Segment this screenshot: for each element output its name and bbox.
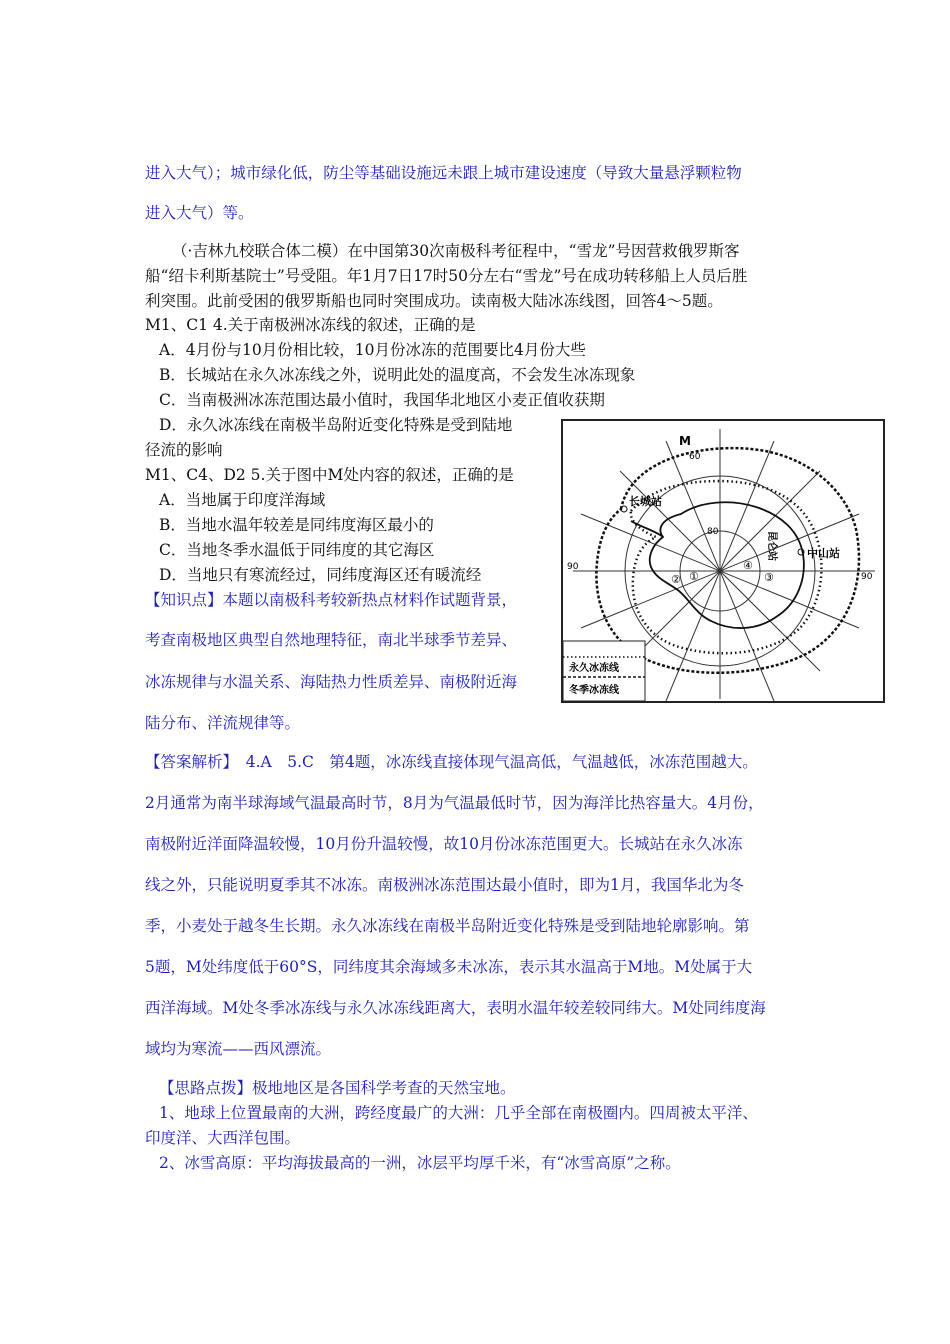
mark-3: ③ bbox=[764, 571, 774, 584]
mark-2: ② bbox=[671, 573, 681, 586]
question-intro: 利突围。此前受困的俄罗斯船也同时突围成功。读南极大陆冰冻线图，回答4～5题。 bbox=[145, 292, 723, 310]
answer-analysis: 西洋海域。M处冬季冰冻线与永久冰冻线距离大，表明水温年较差较同纬大。M处同纬度海 bbox=[145, 999, 766, 1017]
legend-winter: 冬季冰冻线 bbox=[569, 685, 619, 696]
antarctica-freeze-line-map bbox=[561, 419, 885, 703]
station-zhongshan: 中山站 bbox=[807, 547, 840, 560]
knowledge-point: 陆分布、洋流规律等。 bbox=[145, 714, 301, 732]
knowledge-point: 【知识点】本题以南极科考较新热点材料作试题背景， bbox=[145, 591, 518, 609]
answer-analysis: 季，小麦处于越冬生长期。永久冰冻线在南极半岛附近变化特殊是受到陆地轮廓影响。第 bbox=[145, 917, 750, 935]
option-5d: D．当地只有寒流经过，同纬度海区还有暖流经 bbox=[159, 566, 482, 584]
mark-4: ④ bbox=[743, 559, 753, 572]
knowledge-point: 考查南极地区典型自然地理特征，南北半球季节差异、 bbox=[145, 631, 518, 649]
latitude-label-80: 80 bbox=[707, 527, 719, 537]
answer-analysis: 【答案解析】 4.A 5.C 第4题，冰冻线直接体现气温高低，气温越低，冰冻范围越大。 bbox=[145, 753, 758, 771]
knowledge-point: 冰冻规律与水温关系、海陆热力性质差异、南极附近海 bbox=[145, 673, 518, 691]
mark-1: ① bbox=[689, 570, 699, 583]
answer-analysis: 5题，M处纬度低于60°S，同纬度其余海域多未冰冻，表示其水温高于M地。M处属于大 bbox=[145, 958, 753, 976]
option-4b: B．长城站在永久冰冻线之外，说明此处的温度高，不会发生冰冻现象 bbox=[159, 366, 636, 384]
answer-analysis: 南极附近洋面降温较慢，10月份升温较慢，故10月份冰冻范围更大。长城站在永久冰冻 bbox=[145, 835, 743, 853]
legend-permanent: 永久冰冻线 bbox=[569, 663, 619, 674]
station-dome: 昆仑站 bbox=[766, 531, 777, 561]
hint-line: 1、地球上位置最南的大洲，跨经度最广的大洲：几乎全部在南极圈内。四周被太平洋、 bbox=[159, 1104, 758, 1122]
option-4d: D．永久冰冻线在南极半岛附近变化特殊是受到陆地 bbox=[159, 416, 513, 434]
answer-analysis: 2月通常为南半球海域气温最高时节，8月为气温最低时节，因为海洋比热容量大。4月份， bbox=[145, 794, 764, 812]
question-intro: （·吉林九校联合体二模）在中国第30次南极科考征程中，“雪龙”号因营救俄罗斯客 bbox=[172, 242, 740, 260]
station-changcheng: 长城站 bbox=[629, 495, 662, 508]
hint-line: 2、冰雪高原：平均海拔最高的一洲，冰层平均厚千米，有“冰雪高原”之称。 bbox=[159, 1154, 681, 1172]
answer-analysis: 域均为寒流——西风漂流。 bbox=[145, 1040, 332, 1058]
option-4c: C．当南极洲冰冻范围达最小值时，我国华北地区小麦正值收获期 bbox=[159, 391, 605, 409]
option-5b: B．当地水温年较差是同纬度海区最小的 bbox=[159, 516, 434, 534]
hint-line: 印度洋、大西洋包围。 bbox=[145, 1129, 301, 1147]
question-5: M1、C4、D2 5.关于图中M处内容的叙述，正确的是 bbox=[145, 466, 514, 484]
longitude-label-right: 90 bbox=[861, 572, 873, 582]
label-m: M bbox=[679, 434, 691, 448]
option-5a: A．当地属于印度洋海域 bbox=[159, 491, 326, 509]
question-4: M1、C1 4.关于南极洲冰冻线的叙述，正确的是 bbox=[145, 316, 476, 334]
option-4a: A．4月份与10月份相比较，10月份冰冻的范围要比4月份大些 bbox=[159, 341, 586, 359]
text-line: 进入大气）等。 bbox=[145, 204, 254, 222]
hint-line: 【思路点拨】极地地区是各国科学考查的天然宝地。 bbox=[159, 1079, 516, 1097]
question-intro: 船“绍卡利斯基院士”号受阻。年1月7日17时50分左右“雪龙”号在成功转移船上人员后胜 bbox=[145, 267, 748, 285]
option-4d-cont: 径流的影响 bbox=[145, 441, 223, 459]
answer-analysis: 线之外，只能说明夏季其不冰冻。南极洲冰冻范围达最小值时，即为1月，我国华北为冬 bbox=[145, 876, 744, 894]
latitude-label-60: 60 bbox=[689, 452, 701, 462]
option-5c: C．当地冬季水温低于同纬度的其它海区 bbox=[159, 541, 435, 559]
longitude-label-left: 90 bbox=[567, 562, 579, 572]
text-line: 进入大气）；城市绿化低，防尘等基础设施远未跟上城市建设速度（导致大量悬浮颗粒物 bbox=[145, 164, 742, 182]
